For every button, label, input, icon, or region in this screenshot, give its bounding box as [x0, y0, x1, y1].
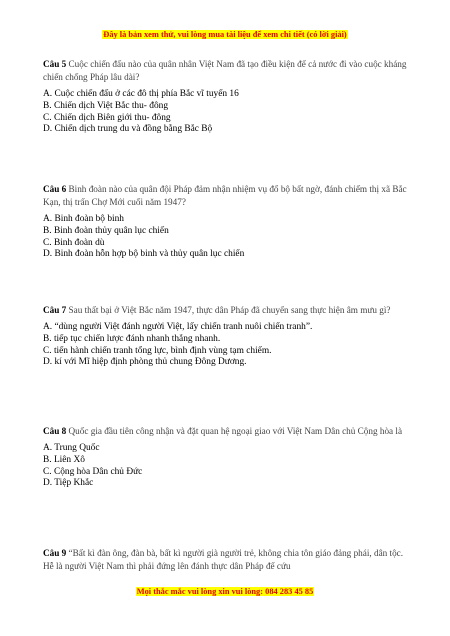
- contact-notice-text: Mọi thắc mắc vui lòng xin vui lòng: 084 283 45 85: [136, 587, 314, 596]
- option-c: C. Chiến dịch Biên giới thu- đông: [43, 112, 171, 123]
- question-7: [43, 304, 409, 369]
- question-text: [43, 547, 409, 573]
- option-a: A. Cuộc chiến đấu ở các đô thị phía Bắc vĩ tuyến 16: [43, 89, 239, 99]
- question-text: [43, 58, 409, 84]
- question-number: Câu 5: [43, 59, 67, 69]
- question-6: [43, 183, 409, 261]
- option-b: B. Liên Xô: [43, 454, 85, 465]
- question-body: Sau thất bại ở Việt Bắc năm 1947, thực dân Pháp đã chuyển sang thực hiện âm mưu gì?: [68, 305, 391, 315]
- question-8: [43, 425, 409, 490]
- question-text: [43, 425, 409, 438]
- option-a: A. Trung Quốc: [43, 443, 100, 453]
- question-body: Quốc gia đầu tiên công nhận và đặt quan hệ ngoại giao với Việt Nam Dân chủ Cộng hòa là: [68, 426, 403, 436]
- question-body: “Bất kì đàn ông, đàn bà, bất kì người già người trẻ, không chia tôn giáo đảng phái, dân tộc. Hễ là người Việt Nam thì phải đứng lên đánh thực dân Pháp để cứu: [43, 548, 404, 571]
- option-c: C. Cộng hòa Dân chủ Đức: [43, 466, 143, 477]
- question-body: Cuộc chiến đấu nào của quân nhân Việt Nam đã tạo điều kiện để cả nước đi vào cuộc kháng chiến chống Pháp lâu dài?: [43, 59, 407, 82]
- question-body: Binh đoàn nào của quân đội Pháp đảm nhận nhiệm vụ đổ bộ bất ngờ, đánh chiếm thị xã Bắc Kạn, thị trấn Chợ Mới cuối năm 1947?: [43, 184, 407, 207]
- question-number: Câu 7: [43, 305, 67, 315]
- option-b: B. Chiến dịch Việt Bắc thu- đông: [43, 100, 169, 111]
- question-number: Câu 6: [43, 184, 67, 194]
- option-d: D. kí với Mĩ hiệp định phòng thủ chung Đông Dương.: [43, 357, 247, 368]
- option-b: B. Binh đoàn thủy quân lục chiến: [43, 225, 169, 236]
- preview-notice-banner: [0, 30, 450, 40]
- option-d: D. Binh đoàn hỗn hợp bộ binh và thủy quân lục chiến: [43, 249, 245, 260]
- option-c: C. tiến hành chiến tranh tổng lực, bình định vùng tạm chiếm.: [43, 345, 272, 356]
- option-d: D. Chiến dịch trung du và đồng bằng Bắc Bộ: [43, 124, 213, 135]
- question-number: Câu 8: [43, 426, 67, 436]
- question-text: [43, 183, 409, 209]
- option-b: B. tiếp tục chiến lược đánh nhanh thắng nhanh.: [43, 333, 221, 344]
- question-9: [43, 547, 409, 578]
- option-a: A. Binh đoàn bộ binh: [43, 214, 124, 224]
- question-number: Câu 9: [43, 548, 67, 558]
- question-5: [43, 58, 409, 136]
- option-a: A. “dùng người Việt đánh người Việt, lấy chiến tranh nuôi chiến tranh”.: [43, 322, 313, 332]
- question-text: [43, 304, 409, 317]
- preview-notice-text: Đây là bản xem thử, vui lòng mua tài liệu để xem chi tiết (có lời giải): [103, 30, 347, 39]
- option-d: D. Tiệp Khắc: [43, 478, 94, 489]
- contact-notice-banner: [0, 587, 450, 597]
- option-c: C. Binh đoàn dù: [43, 237, 105, 248]
